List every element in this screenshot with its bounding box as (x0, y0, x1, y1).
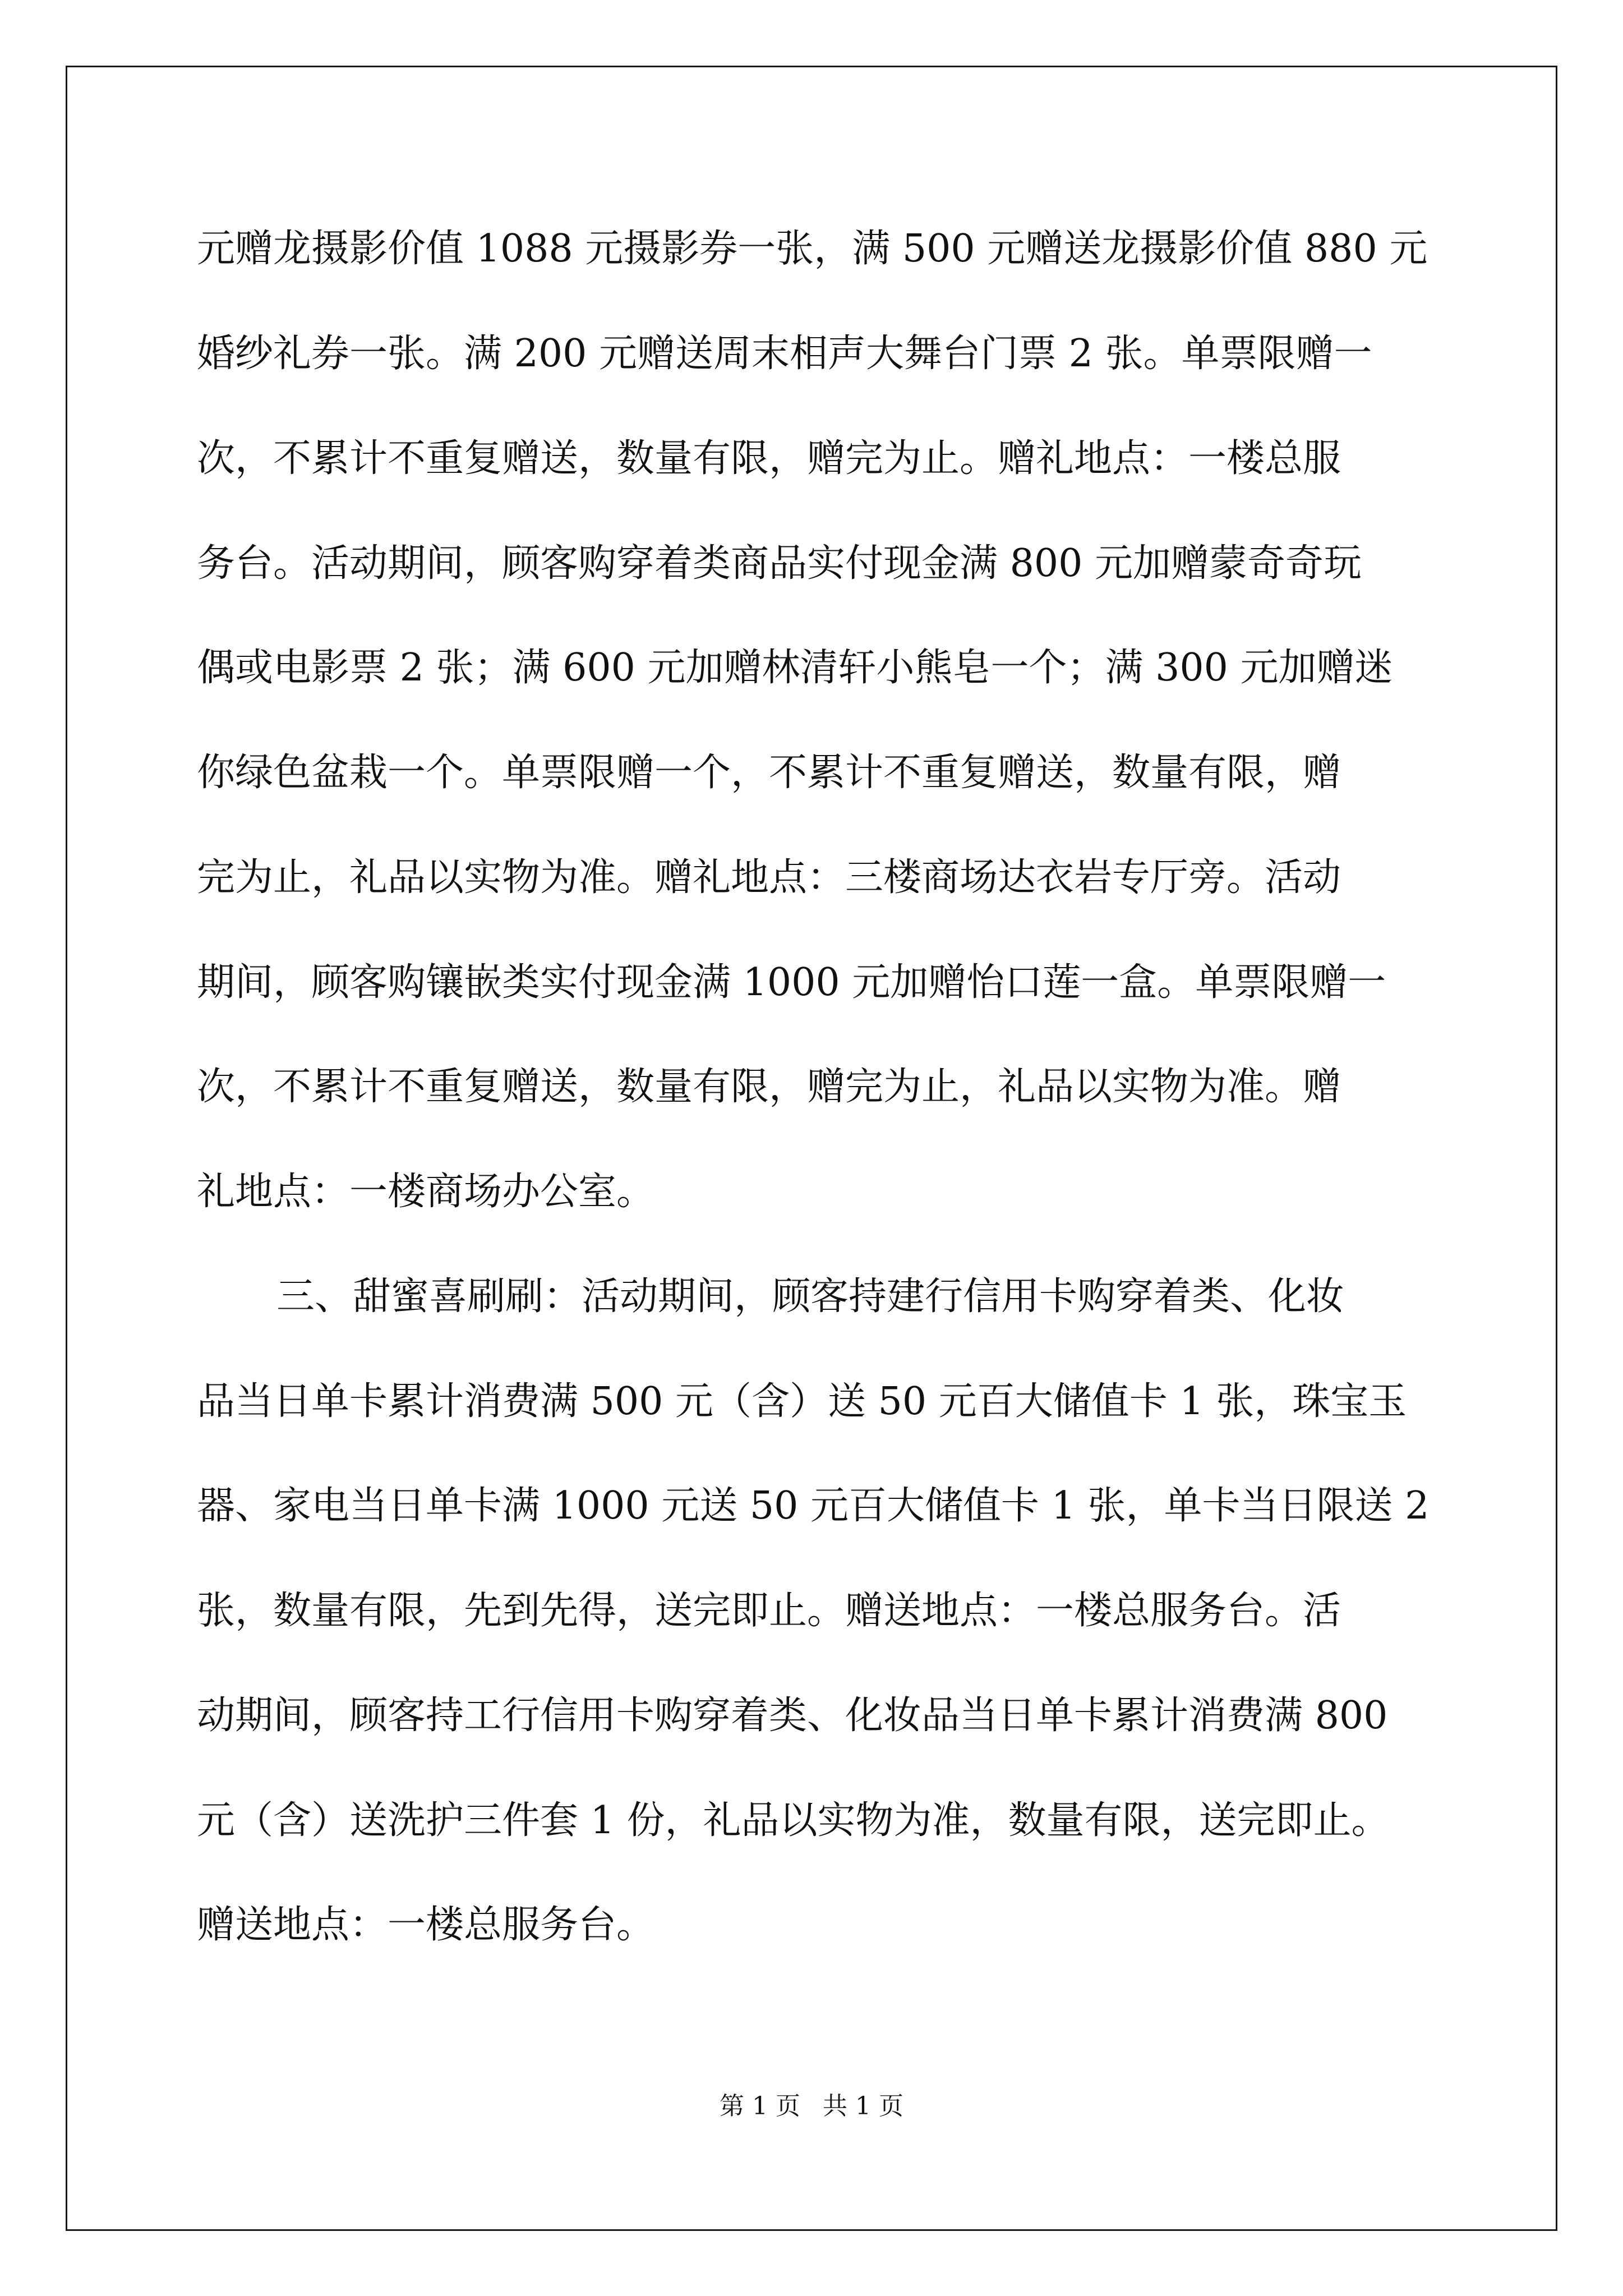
text-line: 次，不累计不重复赠送，数量有限，赠完为止。赠礼地点：一楼总服 (197, 436, 1341, 481)
text-line: 器、家电当日单卡满 1000 元送 50 元百大储值卡 1 张，单卡当日限送 2 (197, 1484, 1430, 1528)
text-line: 元（含）送洗护三件套 1 份，礼品以实物为准，数量有限，送完即止。 (197, 1798, 1390, 1843)
paragraph-first-line: 三、甜蜜喜刷刷：活动期间，顾客持建行信用卡购穿着类、化妆 (276, 1274, 1345, 1319)
text-line: 动期间，顾客持工行信用卡购穿着类、化妆品当日单卡累计消费满 800 (197, 1694, 1388, 1738)
text-line: 完为止，礼品以实物为准。赠礼地点：三楼商场达衣岩专厅旁。活动 (197, 855, 1341, 900)
text-line: 张，数量有限，先到先得，送完即止。赠送地点：一楼总服务台。活 (197, 1589, 1341, 1633)
page-footer (0, 2094, 1623, 2119)
text-line: 你绿色盆栽一个。单票限赠一个，不累计不重复赠送，数量有限，赠 (197, 751, 1341, 795)
text-line: 婚纱礼券一张。满 200 元赠送周末相声大舞台门票 2 张。单票限赠一 (197, 332, 1372, 376)
page-total: 共 1 页 (823, 2092, 903, 2120)
text-line: 品当日单卡累计消费满 500 元（含）送 50 元百大储值卡 1 张，珠宝玉 (197, 1379, 1407, 1424)
text-line: 务台。活动期间，顾客购穿着类商品实付现金满 800 元加赠蒙奇奇玩 (197, 541, 1362, 586)
text-line: 偶或电影票 2 张；满 600 元加赠林清轩小熊皂一个；满 300 元加赠迷 (197, 646, 1393, 690)
text-line: 次，不累计不重复赠送，数量有限，赠完为止，礼品以实物为准。赠 (197, 1065, 1341, 1109)
text-line: 期间，顾客购镶嵌类实付现金满 1000 元加赠怡口莲一盒。单票限赠一 (197, 960, 1386, 1005)
text-line: 元赠龙摄影价值 1088 元摄影券一张，满 500 元赠送龙摄影价值 880 元 (197, 227, 1428, 271)
page-number: 第 1 页 (720, 2092, 800, 2120)
text-line: 礼地点：一楼商场办公室。 (197, 1170, 655, 1214)
text-line: 赠送地点：一楼总服务台。 (197, 1903, 655, 1947)
